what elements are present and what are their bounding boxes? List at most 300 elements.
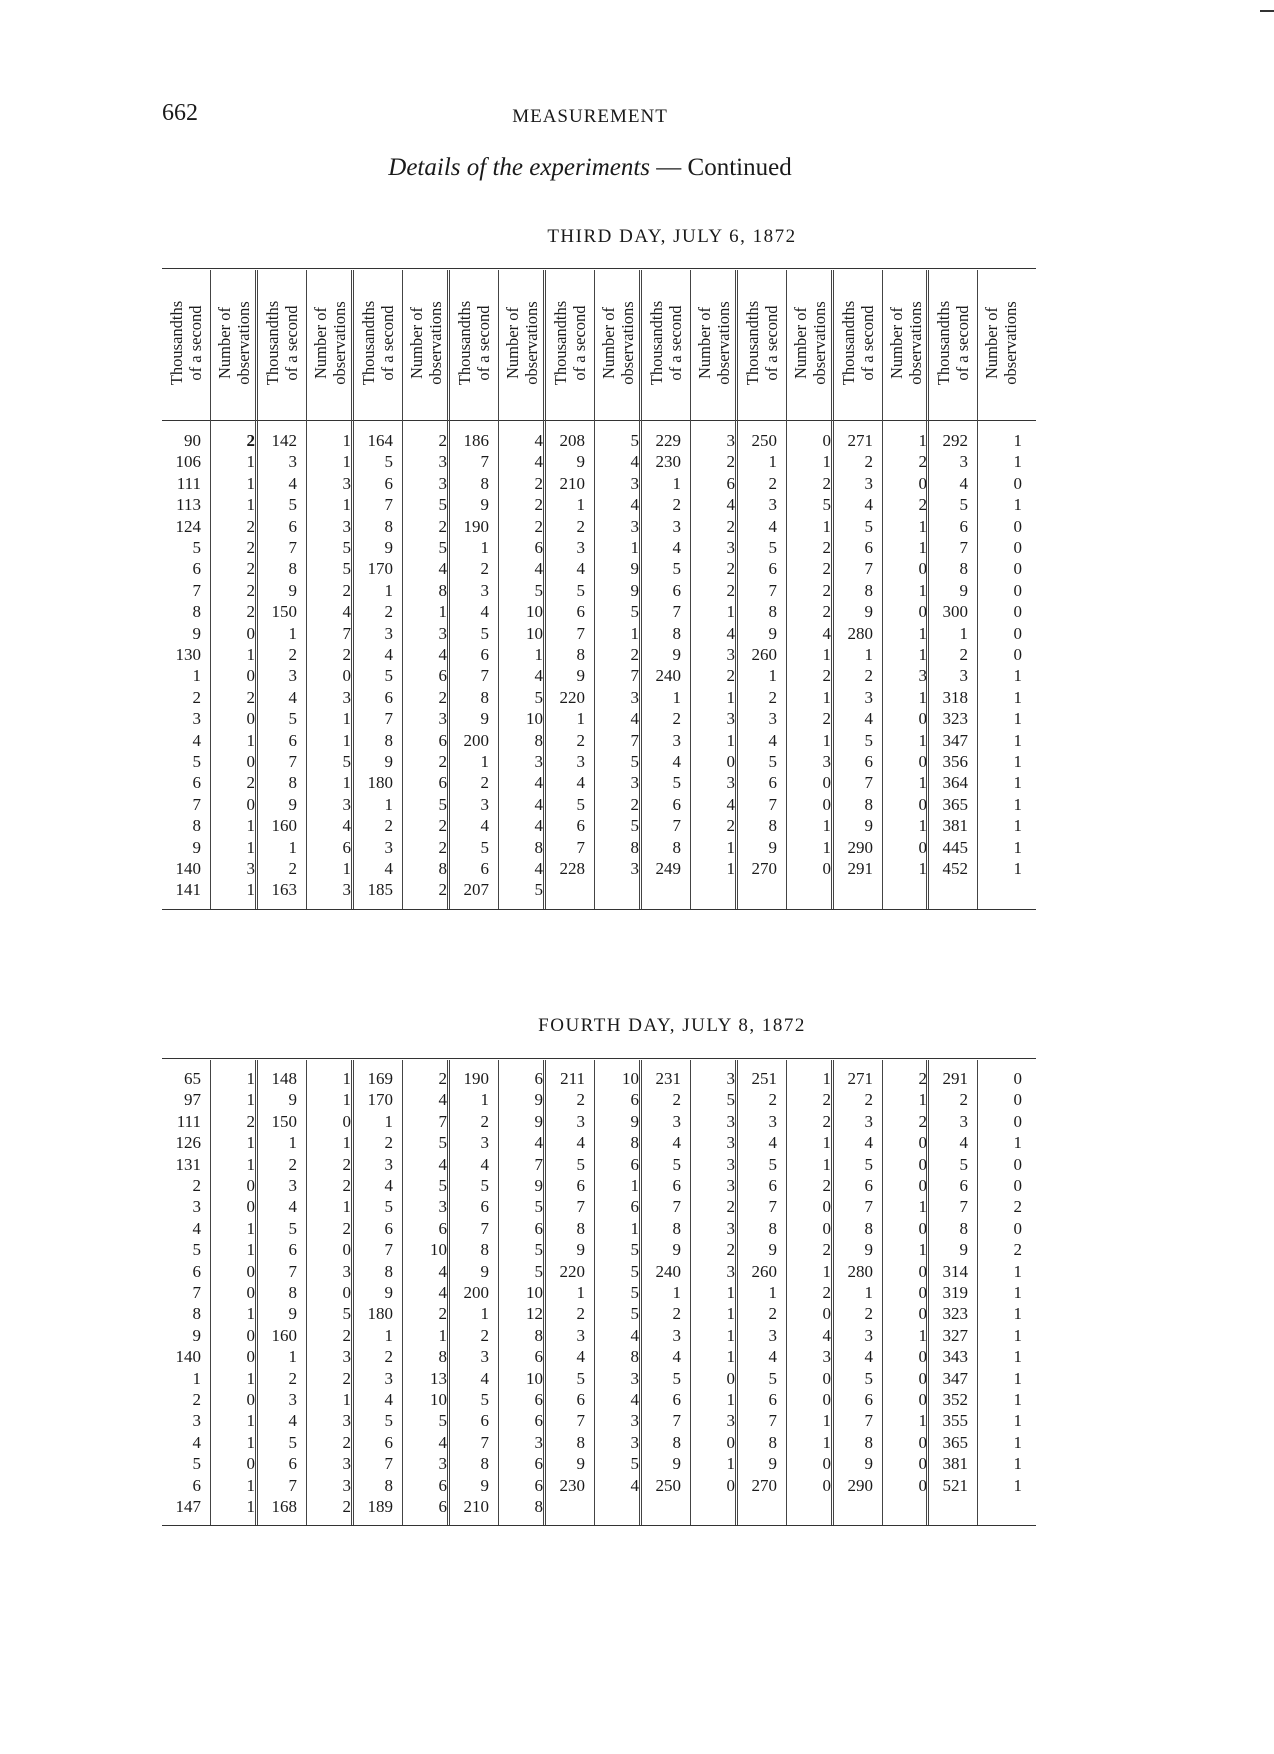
observation-count: 3 (726, 538, 735, 557)
time-value: 4 (672, 752, 681, 771)
time-value: 5 (576, 580, 585, 600)
observation-count: 1 (342, 859, 351, 878)
time-value: 3 (672, 730, 681, 750)
header-label: Number of observations (310, 300, 349, 385)
observation-count: 0 (1013, 623, 1022, 643)
observation-count: 1 (246, 1475, 255, 1495)
observation-count: 4 (726, 623, 735, 643)
observation-count: 2 (726, 559, 735, 579)
time-value: 3 (768, 709, 777, 729)
time-value: 1 (192, 666, 201, 686)
header-thousandths (546, 270, 593, 415)
observation-count: 8 (438, 859, 447, 878)
time-value: 147 (175, 1497, 201, 1516)
time-value: 5 (672, 1154, 681, 1174)
observation-count: 1 (726, 1283, 735, 1302)
time-value: 4 (672, 538, 681, 557)
observation-count: 2 (246, 516, 255, 536)
time-value: 280 (847, 1261, 873, 1281)
observation-count: 1 (246, 495, 255, 515)
header-label: Thousandths of a second (262, 300, 301, 385)
time-value: 5 (192, 752, 201, 771)
time-value: 291 (847, 859, 873, 878)
header-label: Thousandths of a second (742, 300, 781, 385)
table-top-rule (162, 268, 1036, 269)
time-value: 186 (463, 431, 489, 450)
time-value: 8 (672, 623, 681, 643)
observation-count: 0 (1013, 516, 1022, 536)
observation-count: 1 (246, 1154, 255, 1174)
observation-count: 1 (726, 859, 735, 878)
time-value: 6 (288, 1454, 297, 1474)
time-value: 356 (942, 752, 968, 771)
time-value: 3 (384, 837, 393, 857)
observation-count: 6 (534, 1475, 543, 1495)
time-value: 7 (480, 1218, 489, 1238)
observation-count: 4 (534, 1133, 543, 1153)
time-value: 6 (480, 645, 489, 664)
observation-count: 5 (342, 559, 351, 579)
time-value: 260 (751, 1261, 777, 1281)
observation-count: 4 (726, 495, 735, 515)
observation-count: 1 (918, 1240, 927, 1260)
time-value: 2 (288, 645, 297, 664)
observation-count: 4 (630, 709, 639, 729)
observation-count: 3 (918, 666, 927, 686)
header-observations (882, 270, 929, 415)
observation-count: 7 (342, 623, 351, 643)
observation-count: 3 (630, 516, 639, 536)
time-value: 9 (672, 1454, 681, 1474)
observation-count: 2 (726, 816, 735, 836)
header-label: Number of observations (886, 300, 925, 385)
observation-count: 13 (430, 1368, 447, 1388)
observation-count: 2 (918, 495, 927, 515)
observation-count: 6 (438, 1497, 447, 1516)
observation-count: 2 (438, 880, 447, 900)
observation-count: 0 (822, 1475, 831, 1495)
observation-count: 0 (822, 794, 831, 814)
observation-count: 1 (1013, 1411, 1022, 1431)
time-value: 190 (463, 1069, 489, 1088)
time-value: 3 (864, 1325, 873, 1345)
observation-count: 1 (342, 495, 351, 515)
time-value: 7 (192, 580, 201, 600)
observation-count: 5 (630, 1261, 639, 1281)
time-value: 9 (288, 1090, 297, 1110)
time-value: 7 (672, 816, 681, 836)
time-value: 250 (751, 431, 777, 450)
time-value: 207 (463, 880, 489, 900)
observation-count: 1 (918, 816, 927, 836)
observation-count: 0 (822, 431, 831, 450)
observation-count: 9 (534, 1176, 543, 1195)
time-value: 7 (959, 1197, 968, 1217)
time-value: 6 (864, 752, 873, 771)
observation-count: 9 (534, 1090, 543, 1110)
observation-count: 3 (822, 1347, 831, 1367)
time-value: 1 (192, 1368, 201, 1388)
header-observations (498, 270, 545, 415)
time-value: 260 (751, 645, 777, 664)
time-value: 323 (942, 709, 968, 729)
observation-count: 8 (534, 837, 543, 857)
observation-count: 2 (438, 1069, 447, 1088)
observation-count: 3 (438, 709, 447, 729)
time-value: 6 (959, 516, 968, 536)
subtitle-italic: Details of the experiments (388, 154, 651, 181)
time-value: 211 (560, 1069, 585, 1088)
time-value: 113 (176, 495, 201, 515)
time-value: 170 (367, 1090, 393, 1110)
time-value: 97 (184, 1090, 201, 1110)
observation-count: 2 (726, 452, 735, 472)
time-value: 2 (288, 1154, 297, 1174)
time-value: 5 (672, 559, 681, 579)
time-value: 9 (480, 495, 489, 515)
time-value: 7 (192, 1283, 201, 1302)
observation-count: 0 (1013, 1090, 1022, 1110)
time-value: 1 (288, 623, 297, 643)
time-value: 2 (576, 1090, 585, 1110)
time-value: 8 (959, 559, 968, 579)
observation-count: 6 (438, 1475, 447, 1495)
observation-count: 1 (342, 773, 351, 793)
observation-count: 1 (822, 645, 831, 664)
column-divider (498, 1060, 499, 1525)
observation-count: 2 (918, 452, 927, 472)
time-value: 200 (463, 730, 489, 750)
time-value: 2 (672, 1090, 681, 1110)
observation-count: 0 (918, 1347, 927, 1367)
observation-count: 0 (918, 1261, 927, 1281)
time-value: 3 (288, 1176, 297, 1195)
observation-count: 2 (438, 837, 447, 857)
time-value: 5 (288, 1432, 297, 1452)
time-value: 8 (768, 816, 777, 836)
header-label: Number of observations (214, 300, 253, 385)
time-value: 3 (576, 1325, 585, 1345)
observation-count: 1 (1013, 452, 1022, 472)
observation-count: 1 (342, 1390, 351, 1409)
observation-count: 3 (342, 1454, 351, 1474)
time-value: 164 (367, 431, 393, 450)
time-value: 7 (576, 1411, 585, 1431)
observation-count: 1 (1013, 1133, 1022, 1153)
time-value: 2 (384, 1347, 393, 1367)
observation-count: 2 (534, 516, 543, 536)
observation-count: 3 (630, 859, 639, 878)
observation-count: 10 (526, 1368, 543, 1388)
time-value: 7 (864, 559, 873, 579)
time-value: 9 (192, 623, 201, 643)
time-value: 4 (959, 473, 968, 493)
time-value: 3 (672, 1325, 681, 1345)
time-value: 180 (367, 773, 393, 793)
observation-count: 3 (726, 1154, 735, 1174)
time-value: 4 (864, 1133, 873, 1153)
time-value: 4 (288, 1197, 297, 1217)
observation-count: 6 (630, 1090, 639, 1110)
observation-count: 0 (1013, 1218, 1022, 1238)
observation-count: 3 (726, 431, 735, 450)
time-value: 4 (480, 602, 489, 622)
time-value: 6 (768, 559, 777, 579)
time-value: 8 (959, 1218, 968, 1238)
observation-count: 2 (342, 1497, 351, 1516)
observation-count: 3 (438, 1197, 447, 1217)
time-value: 6 (288, 1240, 297, 1260)
time-value: 9 (959, 580, 968, 600)
time-value: 3 (864, 1111, 873, 1131)
observation-count: 3 (342, 1475, 351, 1495)
time-value: 381 (942, 1454, 968, 1474)
observation-count: 6 (630, 1154, 639, 1174)
time-value: 445 (942, 837, 968, 857)
observation-count: 9 (534, 1111, 543, 1131)
observation-count: 1 (342, 1090, 351, 1110)
time-value: 3 (768, 495, 777, 515)
observation-count: 1 (1013, 1283, 1022, 1302)
observation-count: 1 (1013, 1390, 1022, 1409)
observation-count: 0 (726, 752, 735, 771)
observation-count: 5 (630, 602, 639, 622)
column-divider (402, 270, 403, 909)
time-value: 2 (768, 687, 777, 707)
observation-count: 0 (342, 666, 351, 686)
time-value: 65 (184, 1069, 201, 1088)
time-value: 3 (576, 1111, 585, 1131)
header-observations (594, 270, 641, 415)
observation-count: 2 (438, 1304, 447, 1324)
observation-count: 1 (822, 1261, 831, 1281)
time-value: 1 (480, 538, 489, 557)
time-value: 6 (192, 1261, 201, 1281)
fourth-day-title: FOURTH DAY, JULY 8, 1872 (538, 1015, 806, 1036)
time-value: 2 (576, 730, 585, 750)
observation-count: 4 (534, 452, 543, 472)
observation-count: 2 (822, 1240, 831, 1260)
time-value: 9 (384, 538, 393, 557)
observation-count: 5 (630, 816, 639, 836)
observation-count: 1 (1013, 495, 1022, 515)
observation-count: 1 (1013, 1261, 1022, 1281)
time-value: 7 (672, 1411, 681, 1431)
time-value: 1 (768, 1283, 777, 1302)
time-value: 170 (367, 559, 393, 579)
observation-count: 2 (246, 602, 255, 622)
observation-count: 1 (822, 1069, 831, 1088)
observation-count: 3 (342, 473, 351, 493)
observation-count: 1 (246, 473, 255, 493)
observation-count: 0 (918, 1133, 927, 1153)
observation-count: 5 (438, 495, 447, 515)
time-value: 2 (672, 1304, 681, 1324)
third-day-title: THIRD DAY, JULY 6, 1872 (547, 226, 797, 247)
time-value: 9 (768, 1240, 777, 1260)
observation-count: 9 (630, 1111, 639, 1131)
observation-count: 2 (630, 794, 639, 814)
observation-count: 4 (342, 816, 351, 836)
time-value: 9 (672, 1240, 681, 1260)
time-value: 290 (847, 837, 873, 857)
observation-count: 3 (438, 623, 447, 643)
observation-count: 7 (534, 1154, 543, 1174)
observation-count: 0 (822, 859, 831, 878)
time-value: 9 (384, 752, 393, 771)
observation-count: 2 (246, 687, 255, 707)
time-value: 8 (480, 473, 489, 493)
observation-count: 1 (726, 1454, 735, 1474)
observation-count: 0 (822, 1197, 831, 1217)
time-value: 111 (176, 1111, 201, 1131)
observation-count: 0 (822, 1390, 831, 1409)
column-divider (306, 1060, 307, 1525)
observation-count: 1 (726, 687, 735, 707)
observation-count: 4 (630, 1475, 639, 1495)
observation-count: 2 (726, 1240, 735, 1260)
time-value: 5 (576, 1154, 585, 1174)
header-label: Thousandths of a second (454, 300, 493, 385)
observation-count: 9 (630, 580, 639, 600)
observation-count: 1 (246, 1432, 255, 1452)
observation-count: 5 (534, 880, 543, 900)
time-value: 5 (384, 1411, 393, 1431)
time-value: 124 (175, 516, 201, 536)
observation-count: 4 (534, 773, 543, 793)
observation-count: 0 (918, 1432, 927, 1452)
time-value: 1 (672, 1283, 681, 1302)
time-value: 140 (175, 1347, 201, 1367)
time-value: 2 (768, 473, 777, 493)
observation-count: 9 (630, 559, 639, 579)
observation-count: 2 (726, 1197, 735, 1217)
observation-count: 0 (246, 1261, 255, 1281)
observation-count: 0 (918, 1390, 927, 1409)
observation-count: 0 (246, 1176, 255, 1195)
time-value: 8 (768, 1432, 777, 1452)
observation-count: 10 (622, 1069, 639, 1088)
observation-count: 5 (342, 538, 351, 557)
observation-count: 1 (726, 837, 735, 857)
observation-count: 5 (342, 1304, 351, 1324)
column-divider (306, 270, 307, 909)
time-value: 3 (480, 1347, 489, 1367)
observation-count: 0 (1013, 580, 1022, 600)
observation-count: 1 (438, 1325, 447, 1345)
time-value: 270 (751, 859, 777, 878)
time-value: 220 (559, 687, 585, 707)
time-value: 9 (576, 452, 585, 472)
observation-count: 6 (534, 1347, 543, 1367)
time-value: 6 (576, 1176, 585, 1195)
time-value: 4 (384, 645, 393, 664)
time-value: 5 (768, 752, 777, 771)
time-value: 6 (384, 473, 393, 493)
header-label: Number of observations (981, 300, 1020, 385)
observation-count: 10 (526, 602, 543, 622)
observation-count: 1 (918, 580, 927, 600)
time-value: 7 (672, 602, 681, 622)
time-value: 9 (384, 1283, 393, 1302)
time-value: 4 (768, 1133, 777, 1153)
time-value: 8 (576, 645, 585, 664)
time-value: 180 (367, 1304, 393, 1324)
time-value: 9 (864, 1454, 873, 1474)
column-divider (690, 1060, 691, 1525)
time-value: 106 (175, 452, 201, 472)
time-value: 163 (271, 880, 297, 900)
time-value: 318 (942, 687, 968, 707)
time-value: 347 (942, 730, 968, 750)
observation-count: 1 (246, 1240, 255, 1260)
observation-count: 1 (918, 1411, 927, 1431)
time-value: 3 (672, 516, 681, 536)
time-value: 5 (672, 773, 681, 793)
table-bottom-rule (162, 909, 1036, 910)
observation-count: 3 (726, 645, 735, 664)
time-value: 9 (192, 1325, 201, 1345)
time-value: 6 (384, 687, 393, 707)
observation-count: 4 (438, 1261, 447, 1281)
observation-count: 3 (630, 1368, 639, 1388)
observation-count: 3 (342, 516, 351, 536)
observation-count: 0 (918, 794, 927, 814)
observation-count: 5 (438, 794, 447, 814)
observation-count: 2 (438, 431, 447, 450)
time-value: 126 (175, 1133, 201, 1153)
observation-count: 2 (342, 1325, 351, 1345)
observation-count: 2 (342, 1176, 351, 1195)
observation-count: 1 (246, 816, 255, 836)
time-value: 9 (959, 1240, 968, 1260)
time-value: 2 (288, 1368, 297, 1388)
time-value: 8 (672, 1432, 681, 1452)
observation-count: 3 (726, 1218, 735, 1238)
observation-count: 3 (438, 452, 447, 472)
time-value: 4 (864, 495, 873, 515)
observation-count: 3 (342, 1347, 351, 1367)
header-thousandths (450, 270, 497, 415)
observation-count: 2 (822, 473, 831, 493)
time-value: 7 (959, 538, 968, 557)
observation-count: 0 (1013, 1176, 1022, 1195)
time-value: 343 (942, 1347, 968, 1367)
observation-count: 0 (246, 1454, 255, 1474)
observation-count: 0 (1013, 1069, 1022, 1088)
time-value: 240 (655, 1261, 681, 1281)
time-value: 142 (271, 431, 297, 450)
observation-count: 5 (534, 1240, 543, 1260)
time-value: 3 (288, 452, 297, 472)
observation-count: 2 (822, 1176, 831, 1195)
time-value: 8 (864, 580, 873, 600)
observation-count: 0 (1013, 1154, 1022, 1174)
time-value: 4 (192, 1218, 201, 1238)
observation-count: 1 (342, 431, 351, 450)
observation-count: 0 (246, 623, 255, 643)
time-value: 3 (576, 538, 585, 557)
observation-count: 1 (342, 709, 351, 729)
observation-count: 1 (342, 730, 351, 750)
time-value: 3 (768, 1325, 777, 1345)
observation-count: 0 (918, 1218, 927, 1238)
time-value: 7 (576, 623, 585, 643)
observation-count: 2 (438, 516, 447, 536)
time-value: 7 (768, 1197, 777, 1217)
time-value: 6 (672, 1176, 681, 1195)
time-value: 1 (959, 623, 968, 643)
